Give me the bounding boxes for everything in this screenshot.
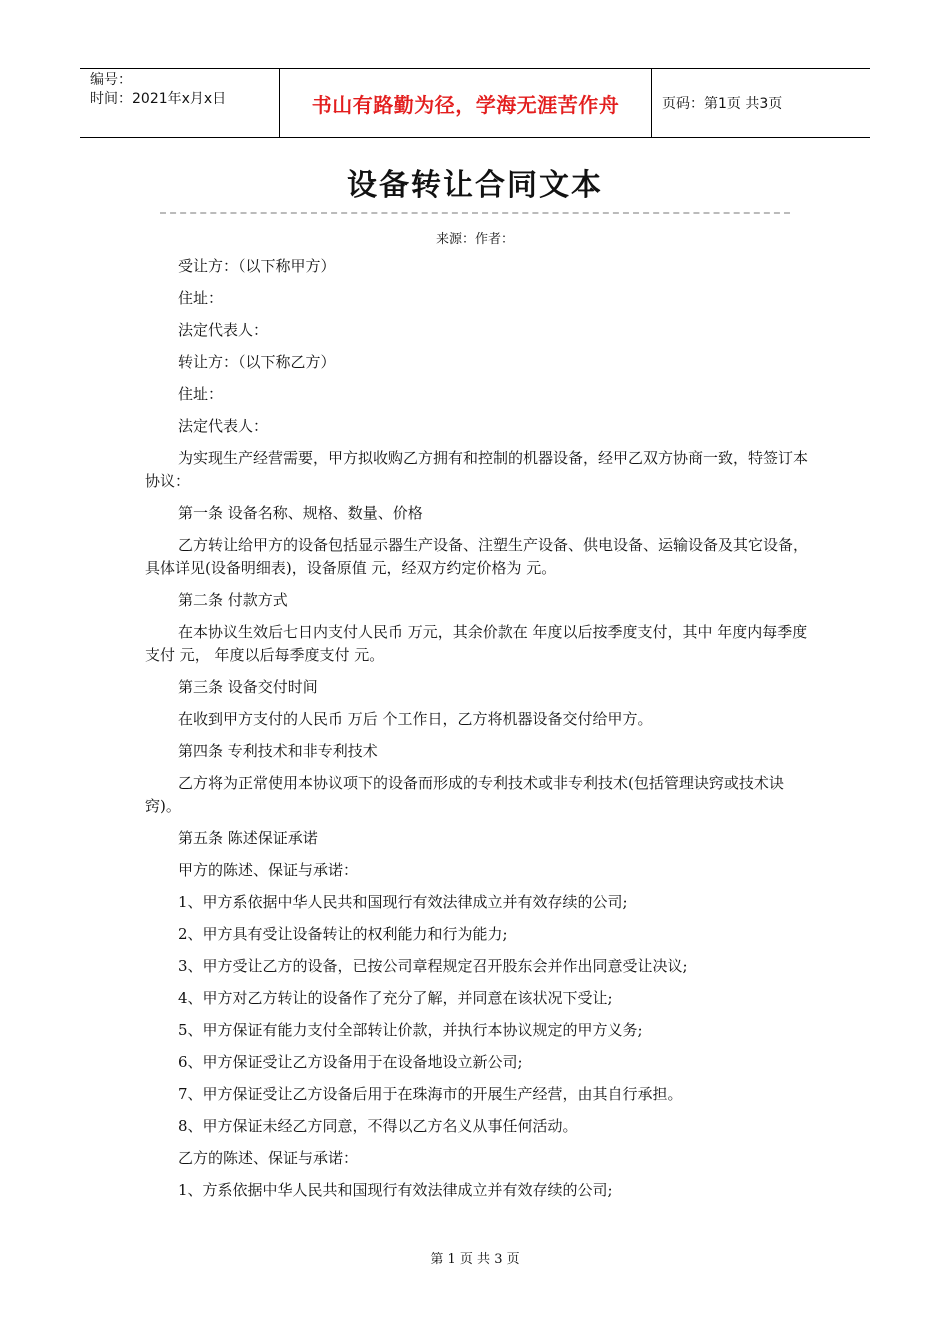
paragraph: 法定代表人： <box>178 321 269 339</box>
source-line: 来源：作者： <box>435 232 514 247</box>
title-divider <box>160 212 790 214</box>
paragraph: 甲方的陈述、保证与承诺： <box>178 861 359 879</box>
paragraph: 法定代表人： <box>178 417 269 435</box>
paragraph: 受让方：（以下称甲方） <box>178 257 336 275</box>
paragraph: 5、甲方保证有能力支付全部转让价款，并执行本协议规定的甲方义务; <box>178 1021 643 1039</box>
paragraph: 3、甲方受让乙方的设备，已按公司章程规定召开股东会并作出同意受让决议; <box>178 957 688 975</box>
header-motto-cell <box>280 69 652 137</box>
time-label: 时间：2021年x月x日 <box>90 91 227 107</box>
paragraph: 第四条 专利技术和非专利技术 <box>178 742 378 760</box>
paragraph: 第五条 陈述保证承诺 <box>178 829 318 847</box>
paragraph: 为实现生产经营需要，甲方拟收购乙方拥有和控制的机器设备，经甲乙双方协商一致，特签订本协议： <box>145 449 809 490</box>
paragraph: 1、甲方系依据中华人民共和国现行有效法律成立并有效存续的公司; <box>178 893 628 911</box>
paragraph: 4、甲方对乙方转让的设备作了充分了解，并同意在该状况下受让; <box>178 989 613 1007</box>
paragraph: 第三条 设备交付时间 <box>178 678 318 696</box>
paragraph: 转让方：（以下称乙方） <box>178 353 336 371</box>
paragraph: 1、方系依据中华人民共和国现行有效法律成立并有效存续的公司; <box>178 1181 613 1199</box>
document-body <box>145 255 810 1211</box>
page-label: 页码：第1页 共3页 <box>662 96 783 112</box>
paragraph: 8、甲方保证未经乙方同意，不得以乙方名义从事任何活动。 <box>178 1117 578 1135</box>
paragraph: 住址： <box>178 385 224 403</box>
serial-label: 编号： <box>90 72 132 88</box>
document-title: 设备转让合同文本 <box>347 168 603 203</box>
paragraph: 7、甲方保证受让乙方设备后用于在珠海市的开展生产经营，由其自行承担。 <box>178 1085 683 1103</box>
paragraph: 6、甲方保证受让乙方设备用于在设备地设立新公司; <box>178 1053 523 1071</box>
header-page-cell <box>652 69 870 137</box>
paragraph: 乙方的陈述、保证与承诺： <box>178 1149 359 1167</box>
paragraph: 乙方将为正常使用本协议项下的设备而形成的专利技术或非专利技术(包括管理诀窍或技术诀窍)。 <box>145 774 784 815</box>
header-table <box>80 68 870 138</box>
paragraph: 乙方转让给甲方的设备包括显示器生产设备、注塑生产设备、供电设备、运输设备及其它设备，具体详见(设备明细表)，设备原值 元，经双方约定价格为 元。 <box>145 536 809 577</box>
motto-text: 书山有路勤为径，学海无涯苦作舟 <box>311 92 620 117</box>
paragraph: 第一条 设备名称、规格、数量、价格 <box>178 504 423 522</box>
paragraph: 住址： <box>178 289 224 307</box>
paragraph: 在本协议生效后七日内支付人民币 万元，其余价款在 年度以后按季度支付，其中 年度内每季度支付 元， 年度以后每季度支付 元。 <box>145 623 808 664</box>
page-footer: 第 1 页 共 3 页 <box>430 1252 520 1267</box>
paragraph: 2、甲方具有受让设备转让的权利能力和行为能力; <box>178 925 508 943</box>
paragraph: 在收到甲方支付的人民币 万后 个工作日，乙方将机器设备交付给甲方。 <box>178 710 653 728</box>
paragraph: 第二条 付款方式 <box>178 591 288 609</box>
header-info-cell <box>80 69 280 137</box>
